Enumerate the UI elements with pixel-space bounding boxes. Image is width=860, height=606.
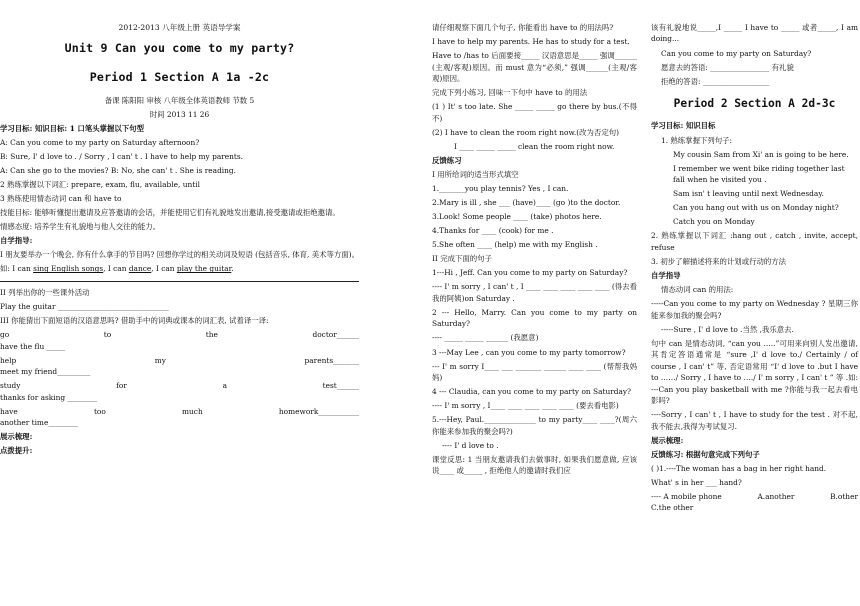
text-line: -----Sure , I' d love to .当然 ,我乐意去. — [661, 324, 794, 334]
sentence-line: A: Can she go to the movies? B: No, she can' t . She is reading. — [0, 166, 237, 176]
phrase-row: have too much homework___________ — [0, 406, 359, 416]
text-line: --- I' m sorry I____ ___ _______ ______ ____ ____ (帮帮我妈妈) — [432, 361, 637, 383]
text-line: 2 --- Hello, Marry. Can you come to my party on Saturday? — [432, 307, 637, 329]
text-line: 4.Thanks for ____ (cook) for me . — [432, 226, 554, 236]
feedback-title: 反馈练习 — [432, 155, 462, 165]
text-line: My cousin Sam from Xi' an is going to be here. — [673, 149, 849, 159]
text-line: -----Can you come to my party on Wednesday ? 星期三你能来参加我的聚会吗? — [651, 299, 858, 320]
meta-date: 时间 2013 11 26 — [149, 109, 210, 119]
guide-title: 自学指导: — [0, 236, 33, 246]
text-line: 该有礼貌地说_____,I _____ I have to _____ 或者_____, I am doing... — [651, 23, 858, 44]
modal-line: 3 熟练使用情态动词 can 和 have to — [0, 194, 122, 204]
text-line: Catch you on Monday — [673, 217, 755, 227]
text-line: 情态动词 can 的用法: — [661, 285, 734, 295]
text-line: ( )1.----The woman has a bag in her right hand. — [651, 463, 827, 473]
text-line: 请仔细观察下面几个句子, 你能看出 have to 的用法吗? — [432, 23, 614, 32]
text-line: C.the other — [651, 503, 694, 513]
text-line: 3 ---May Lee , can you come to my party tomorrow? — [432, 347, 626, 357]
text-line: 5.She often ____ (help) me with my English . — [432, 240, 598, 250]
activities-title: II 列举出你的一些课外活动 — [0, 287, 90, 297]
text-line: Have to /has to 后面要接_____ 汉语意思是_____ 强调______ (主观/客观)原因。而 must 意为“必须,” 强调______(主观/客观)原因。 — [432, 51, 637, 84]
sentence-line: A: Can you come to my party on Saturday afternoon? — [0, 137, 200, 147]
text-line: Sam isn' t leaving until next Wednesday. — [673, 189, 824, 199]
text-line: 5.---Hey, Paul.______________ to my party____ ____?(周六你能来参加我的聚会吗?) — [432, 415, 637, 436]
text-line: 2.Mary is ill , she ___ (have)____ (go )to the doctor. — [432, 198, 621, 208]
phrase-row: study for a test______ — [0, 381, 359, 391]
text-line: 1. 熟练掌握下列句子: — [661, 135, 733, 145]
goal-line: 学习目标: 知识目标: 1 口笔头掌握以下句型 — [0, 123, 144, 133]
text-line: What' s in her ___ hand? — [651, 477, 742, 487]
reflection: 课堂反思: 1 当朋友邀请我们去做事时, 如果我们愿意做, 应该说____ 或_____ , 拒绝他人的邀请时我们应 — [432, 454, 637, 476]
doc-header: 2012-2013 八年级上册 英语导学案 — [118, 23, 241, 32]
translate-instruction: III 你能猜出下面短语的汉语意思吗? 借助手中的词典或课本的词汇表, 试着译一译: — [0, 316, 269, 326]
phrase-line: another time________ — [0, 418, 78, 428]
options-row: ---- A mobile phone A.another B.other — [651, 491, 858, 501]
guide-question: I 朋友要举办一个晚会, 你有什么拿手的节目吗? 回想你学过的相关动词及短语 (包括音乐, 体育, 美术等方面)。 — [0, 250, 359, 260]
phrase-line: thanks for asking ________ — [0, 392, 98, 402]
meta-line: 备课 陈阳阳 审核 八年级全体英语教师 节数 5 — [104, 95, 255, 105]
unit-title: Unit 9 Can you come to my party? — [64, 40, 295, 55]
phrase-row: help my parents_______ — [0, 355, 359, 365]
sentence-line: B: Sure, I' d love to . / Sorry , I can' t . I have to help my parents. — [0, 151, 243, 161]
point-title: 点拨提升: — [0, 446, 33, 456]
text-line: I ____ _____ _____ clean the room right now. — [454, 141, 615, 151]
column-3 — [651, 22, 858, 516]
divider — [0, 281, 359, 282]
activities-line: Play the guitar ______________________________ — [0, 301, 169, 311]
text-line: ----Sorry , I can' t , I have to study for the test . 对不起,我不能去,我得为考试复习. — [651, 410, 858, 431]
text-line: ---- I' m sorry , I can' t , I ____ ____ ____ ____ ____ (得去看我的阿姨)on Saturday . — [432, 282, 637, 303]
text-line: I 用所给词的适当形式填空 — [432, 169, 519, 179]
text-line: 1._______you play tennis? Yes , I can. — [432, 183, 569, 193]
text-line: 愿意去的答语: ________________ 有礼貌 — [661, 62, 794, 72]
text-line: I have to help my parents. He has to study for a test. — [432, 37, 630, 47]
text-line: 句中 can 是情态动词, “can you …..”可用来向别人发出邀请,其肯定答语通常是 “sure ,I' d love to./ Certainly / of course , I can' t” 等, 否定语常用 “I' d love to .but I have to ……/ Sorry , I have to …./ I' m sorry , I can' t ” 等 .如: ---Can you play basketball with me ?你能与我一起去看电影吗? — [651, 338, 858, 406]
text-line: 1---Hi , Jeff. Can you come to my party on Saturday? — [432, 268, 628, 278]
text-line: ---- _____ _____ ______ (我愿意) — [432, 333, 539, 343]
text-line: (1 ) It' s too late. She _____ _____ go there by bus.(不得不) — [432, 102, 637, 123]
show-title: 展示梳理: — [651, 435, 684, 445]
phrase-line: have the flu _____ — [0, 341, 66, 351]
show-title: 展示梳理: — [0, 432, 33, 442]
period-title: Period 1 Section A 1a -2c — [89, 69, 270, 84]
guide-title: 自学指导 — [651, 270, 681, 280]
column-1 — [0, 22, 359, 459]
text-line: Can you hang out with us on Monday night? — [673, 203, 839, 213]
text-line: 2. 熟练掌握以下词汇 :hang out , catch , invite, accept, refuse — [651, 231, 858, 252]
text-line: ---- I' d love to . — [442, 440, 499, 450]
text-line: 4 --- Claudia, can you come to my party on Saturday? — [432, 387, 632, 397]
text-line: 拒绝的答语: __________________ — [661, 76, 770, 86]
text-line: 3. 初步了解描述将来的计划或行动的方法 — [651, 256, 787, 266]
skill-goal: 技能目标: 能够听懂提出邀请及应答邀请的会话，并能使用它们有礼貌地发出邀请,接受邀请或拒绝邀请。 — [0, 208, 340, 218]
text-line: (2) I have to clean the room right now.(改为否定句) — [432, 127, 619, 137]
text-line: 完成下列小练习, 回味一下句中 have to 的用法 — [432, 88, 588, 98]
emotion-goal: 情感态度: 培养学生有礼貌地与他人交往的能力。 — [0, 222, 161, 232]
text-line: 3.Look! Some people ____ (take) photos here. — [432, 212, 602, 222]
text-line: II 完成下面的句子 — [432, 254, 492, 264]
feedback-title: 反馈练习: 根据句意完成下列句子 — [651, 449, 760, 459]
phrase-line: meet my friend_________ — [0, 367, 91, 377]
text-line: ---- I' m sorry , I____ ____ ____ ____ ____ (要去看电影) — [432, 401, 619, 411]
phrase-row: go to the doctor______ — [0, 330, 359, 340]
example-line: 如: I can sing English songs, I can dance, I can play the guitar. — [0, 264, 234, 274]
vocab-line: 2 熟练掌握以下词汇: prepare, exam, flu, available, until — [0, 180, 200, 190]
text-line: Can you come to my party on Saturday? — [661, 48, 812, 58]
goal-line: 学习目标: 知识目标 — [651, 121, 716, 131]
column-2 — [432, 22, 637, 479]
period-2-title: Period 2 Section A 2d-3c — [673, 97, 836, 111]
text-line: I remember we went bike riding together last fall when he visited you . — [673, 163, 845, 185]
